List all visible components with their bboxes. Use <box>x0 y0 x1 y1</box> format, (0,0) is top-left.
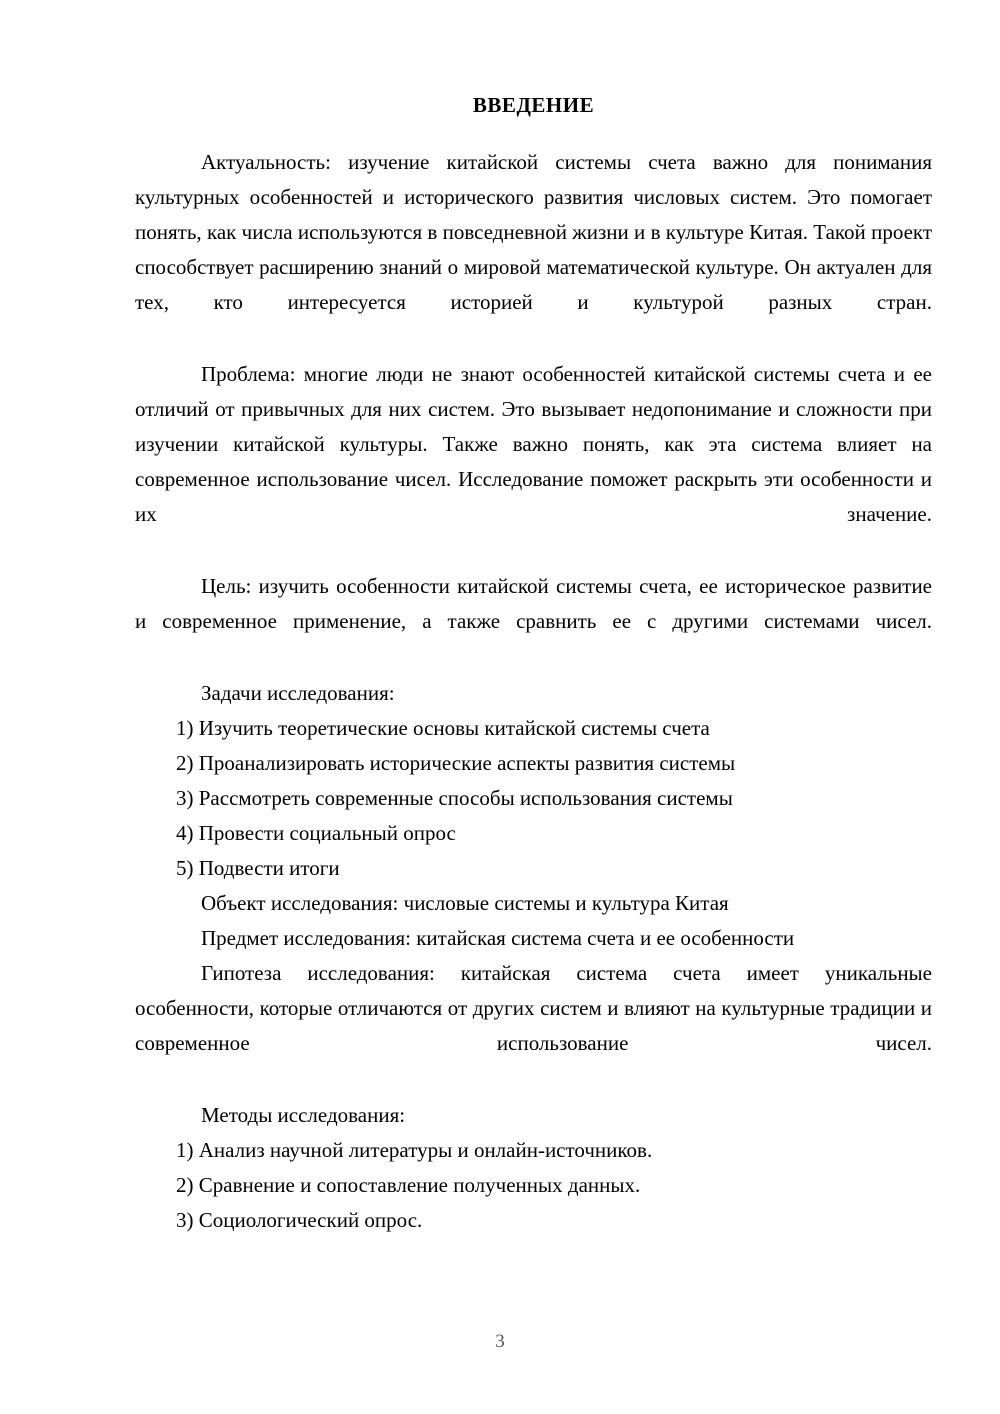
list-item: 2) Сравнение и сопоставление полученных данных. <box>176 1173 641 1197</box>
list-item: 2) Проанализировать исторические аспекты развития системы <box>176 751 736 775</box>
list-item: 1) Изучить теоретические основы китайской системы счета <box>176 716 710 740</box>
object-of-research: Объект исследования: числовые системы и культура Китая <box>201 891 729 915</box>
list-item: 4) Провести социальный опрос <box>176 821 456 845</box>
list-item: 5) Подвести итоги <box>176 856 340 880</box>
paragraph-goal: Цель: изучить особенности китайской системы счета, ее историческое развитие и современное применение, а также сравнить ее с другими системами чисел. <box>135 574 932 633</box>
list-item: 1) Анализ научной литературы и онлайн-источников. <box>176 1138 653 1162</box>
methods-list <box>135 1133 932 1238</box>
paragraph-relevance: Актуальность: изучение китайской системы счета важно для понимания культурных особенностей и исторического развития числовых систем. Это помогает понять, как числа используются в повседневной жизни и в культуре Китая. Такой проект способствует расширению знаний о мировой математической культуре. Он актуален для тех, кто интересуется историей и культурой разных стран. <box>135 150 932 314</box>
tasks-list <box>135 711 932 886</box>
tasks-heading: Задачи исследования: <box>201 681 395 705</box>
page-content <box>135 88 932 1238</box>
list-item: 3) Социологический опрос. <box>176 1208 423 1232</box>
paragraph-hypothesis: Гипотеза исследования: китайская система счета имеет уникальные особенности, которые отличаются от других систем и влияют на культурные традиции и современное использование чисел. <box>135 961 932 1055</box>
methods-heading: Методы исследования: <box>201 1103 406 1127</box>
list-item: 3) Рассмотреть современные способы использования системы <box>176 786 733 810</box>
subject-of-research: Предмет исследования: китайская система счета и ее особенности <box>201 926 795 950</box>
paragraph-problem: Проблема: многие люди не знают особенностей китайской системы счета и ее отличий от привычных для них систем. Это вызывает недопонимание и сложности при изучении китайской культуры. Также важно понять, как эта система влияет на современное использование чисел. Исследование поможет раскрыть эти особенности и их значение. <box>135 362 932 526</box>
page-number: 3 <box>495 1331 505 1352</box>
page-title: ВВЕДЕНИЕ <box>472 93 595 117</box>
